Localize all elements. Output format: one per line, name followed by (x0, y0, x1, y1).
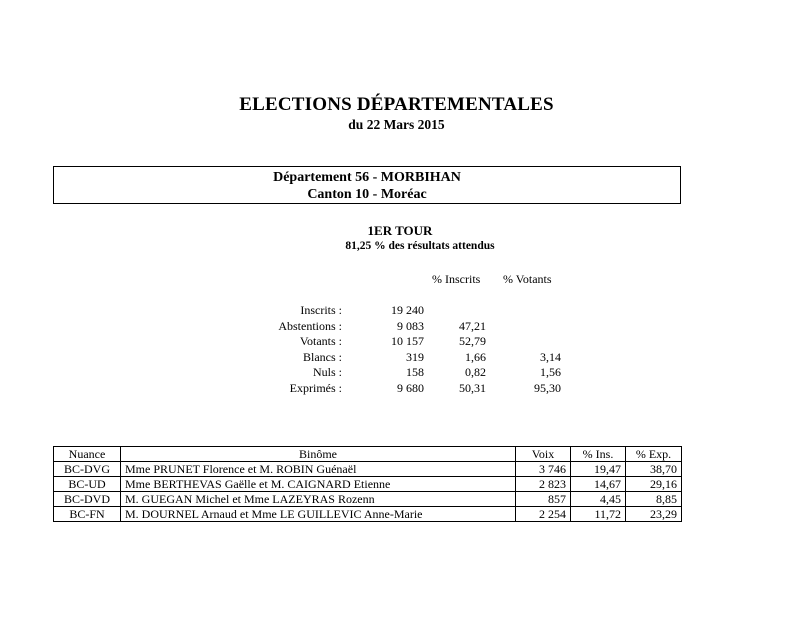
stat-value: 9 083 (397, 318, 424, 333)
stat-value: 158 (406, 365, 424, 379)
stat-label: Nuls : (312, 365, 342, 379)
cell-pct-exp: 23,29 (626, 507, 682, 522)
col-header-votants: % Votants (503, 272, 552, 286)
header-binome: Binôme (121, 447, 516, 462)
stat-row-votants (0, 334, 793, 350)
results-progress-text: 81,25 % des résultats attendus (345, 240, 495, 252)
cell-voix: 2 254 (516, 507, 571, 522)
stat-label: Blancs : (303, 349, 342, 364)
header-pct-exp: % Exp. (626, 447, 682, 462)
location-box (53, 166, 681, 204)
stat-label: Exprimés : (289, 380, 342, 395)
stat-pct-inscrits: 1,66 (465, 349, 486, 364)
stat-pct-votants: 3,14 (540, 349, 561, 364)
document-title: ELECTIONS DÉPARTEMENTALES (239, 94, 554, 115)
cell-pct-ins: 4,45 (571, 492, 626, 507)
departement-label: Département 56 - MORBIHAN (273, 170, 461, 185)
stat-value: 319 (406, 349, 424, 364)
cell-pct-ins: 14,67 (571, 477, 626, 492)
table-header-row (54, 447, 682, 462)
stat-label: Inscrits : (300, 303, 342, 317)
header-nuance: Nuance (54, 447, 121, 462)
cell-pct-ins: 11,72 (571, 507, 626, 522)
stat-value: 19 240 (391, 303, 424, 317)
cell-voix: 2 823 (516, 477, 571, 492)
stat-pct-inscrits: 0,82 (465, 365, 486, 379)
cell-pct-exp: 38,70 (626, 462, 682, 477)
stat-pct-votants: 95,30 (534, 380, 561, 395)
cell-pct-ins: 19,47 (571, 462, 626, 477)
cell-nuance: BC-UD (54, 477, 121, 492)
table-row (54, 477, 682, 492)
table-row (54, 462, 682, 477)
cell-binome: M. DOURNEL Arnaud et Mme LE GUILLEVIC Anne-Marie (121, 507, 516, 522)
stat-row-nuls (0, 365, 793, 381)
stat-row-exprimes (0, 381, 793, 397)
cell-binome: M. GUEGAN Michel et Mme LAZEYRAS Rozenn (121, 492, 516, 507)
document-date: du 22 Mars 2015 (348, 117, 445, 132)
cell-binome: Mme BERTHEVAS Gaëlle et M. CAIGNARD Etienne (121, 477, 516, 492)
cell-binome: Mme PRUNET Florence et M. ROBIN Guénaël (121, 462, 516, 477)
stat-value: 9 680 (397, 380, 424, 395)
cell-voix: 3 746 (516, 462, 571, 477)
stat-label: Votants : (299, 334, 342, 348)
stat-row-blancs (0, 350, 793, 366)
cell-nuance: BC-FN (54, 507, 121, 522)
stat-pct-inscrits: 50,31 (459, 380, 486, 395)
stat-label: Abstentions : (278, 318, 342, 333)
cell-pct-exp: 29,16 (626, 477, 682, 492)
cell-voix: 857 (516, 492, 571, 507)
cell-nuance: BC-DVG (54, 462, 121, 477)
header-voix: Voix (516, 447, 571, 462)
stat-pct-votants: 1,56 (540, 365, 561, 379)
canton-label: Canton 10 - Moréac (307, 187, 427, 202)
header-pct-ins: % Ins. (571, 447, 626, 462)
stat-pct-inscrits: 52,79 (459, 334, 486, 348)
stat-row-inscrits (0, 303, 793, 319)
cell-nuance: BC-DVD (54, 492, 121, 507)
stat-pct-inscrits: 47,21 (459, 318, 486, 333)
table-row (54, 507, 682, 522)
col-header-inscrits: % Inscrits (432, 272, 481, 286)
table-row (54, 492, 682, 507)
round-label: 1ER TOUR (367, 223, 433, 238)
cell-pct-exp: 8,85 (626, 492, 682, 507)
stat-value: 10 157 (391, 334, 424, 348)
stat-row-abstentions (0, 319, 793, 335)
results-table (53, 446, 682, 522)
